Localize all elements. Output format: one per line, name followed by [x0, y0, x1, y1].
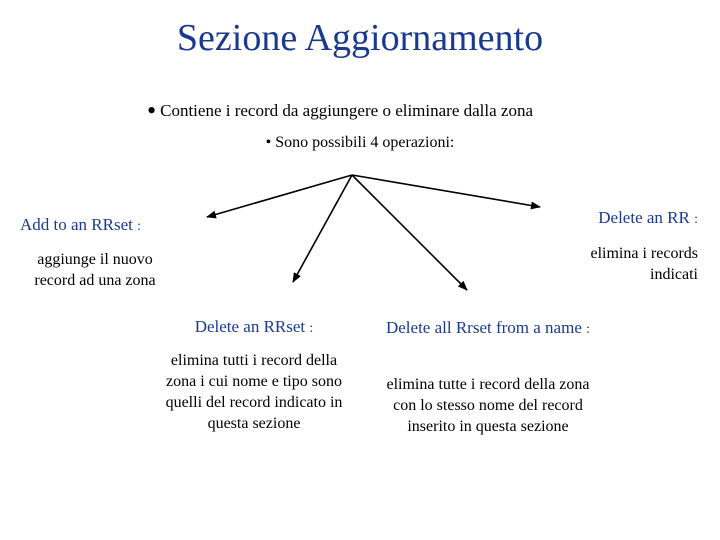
op-delete-rr-desc: elimina i records indicati	[590, 245, 698, 283]
op-delete-all-rrset-desc: elimina tutte i record della zona con lo stesso nome del record inserito in questa sezione	[386, 376, 590, 435]
arrow-to-add-rrset	[207, 175, 352, 217]
op-delete-rrset-title: Delete an RRset :	[194, 317, 314, 336]
slide-title: Sezione Aggiornamento	[176, 17, 544, 59]
op-delete-rr-title: Delete an RR :	[598, 208, 698, 227]
bullet-icon: •	[147, 96, 157, 125]
bullet-main-text: Contiene i record da aggiungere o eliminare dalla zona	[160, 101, 534, 120]
arrow-to-delete-rrset	[293, 175, 352, 282]
op-delete-rrset-desc: elimina tutti i record della zona i cui nome e tipo sono quelli del record indicato in questa sezione	[165, 352, 343, 432]
op-delete-all-rrset-title: Delete all Rrset from a name :	[385, 318, 591, 337]
bullet-sub-text: Sono possibili 4 operazioni:	[275, 134, 455, 151]
op-add-rrset-title: Add to an RRset :	[20, 215, 141, 234]
bullet-sub-icon: •	[265, 134, 272, 151]
op-add-rrset-desc: aggiunge il nuovo record ad una zona	[34, 251, 156, 289]
